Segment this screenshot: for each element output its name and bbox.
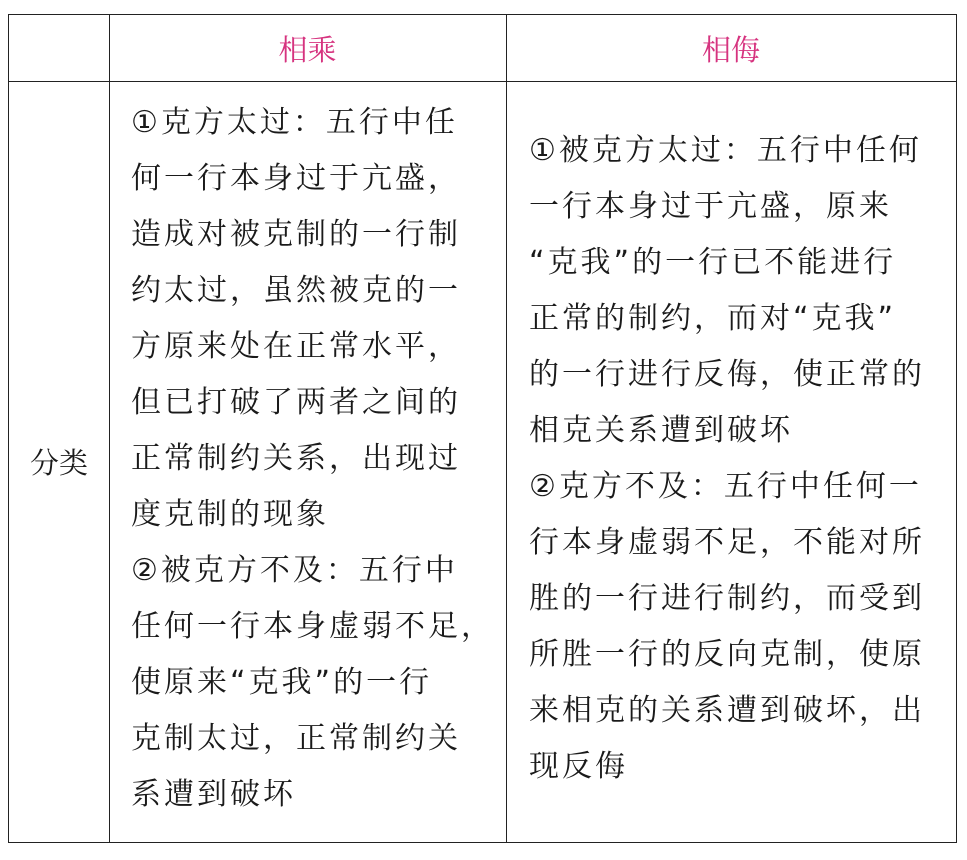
header-xiangcheng: 相乘 <box>278 32 337 67</box>
header-divider <box>9 81 956 82</box>
cell-xiangcheng-content <box>131 95 501 823</box>
text-line: 使原来“克我”的一行 <box>131 665 433 700</box>
text-line: 方原来处在正常水平， <box>131 329 461 364</box>
text-line: 克制太过，正常制约关 <box>131 721 461 756</box>
text-line: 的一行进行反侮，使正常的 <box>529 357 925 392</box>
text-line: 所胜一行的反向克制，使原 <box>529 637 925 672</box>
text-line: 一行本身过于亢盛，原来 <box>529 189 892 224</box>
cell-xiangwu-content <box>529 123 953 795</box>
text-line: 正常制约关系，出现过 <box>131 441 461 476</box>
text-line: ②克方不及：五行中任何一 <box>529 469 922 504</box>
text-line: 胜的一行进行制约，而受到 <box>529 581 925 616</box>
text-line: 约太过，虽然被克的一 <box>131 273 461 308</box>
text-line: ①被克方太过：五行中任何 <box>529 133 922 168</box>
text-line: “克我”的一行已不能进行 <box>529 245 897 280</box>
text-line: 系遭到破坏 <box>131 777 296 812</box>
header-xiangwu: 相侮 <box>701 32 760 67</box>
comparison-table <box>8 14 957 843</box>
text-line: 行本身虚弱不足，不能对所 <box>529 525 925 560</box>
text-line: 现反侮 <box>529 749 628 784</box>
column-divider-1 <box>109 15 110 842</box>
text-line: ②被克方不及：五行中 <box>131 553 458 588</box>
header-empty-cell <box>9 15 109 81</box>
column-divider-2 <box>506 15 507 842</box>
text-line: 度克制的现象 <box>131 497 329 532</box>
row-label-classification: 分类 <box>29 446 88 480</box>
text-line: ①克方太过：五行中任 <box>131 105 458 140</box>
text-line: 造成对被克制的一行制 <box>131 217 461 252</box>
text-line: 但已打破了两者之间的 <box>131 385 461 420</box>
text-line: 任何一行本身虚弱不足， <box>131 609 494 644</box>
text-line: 相克关系遭到破坏 <box>529 413 793 448</box>
text-line: 正常的制约，而对“克我” <box>529 301 897 336</box>
text-line: 来相克的关系遭到破坏，出 <box>529 693 925 728</box>
text-line: 何一行本身过于亢盛， <box>131 161 461 196</box>
